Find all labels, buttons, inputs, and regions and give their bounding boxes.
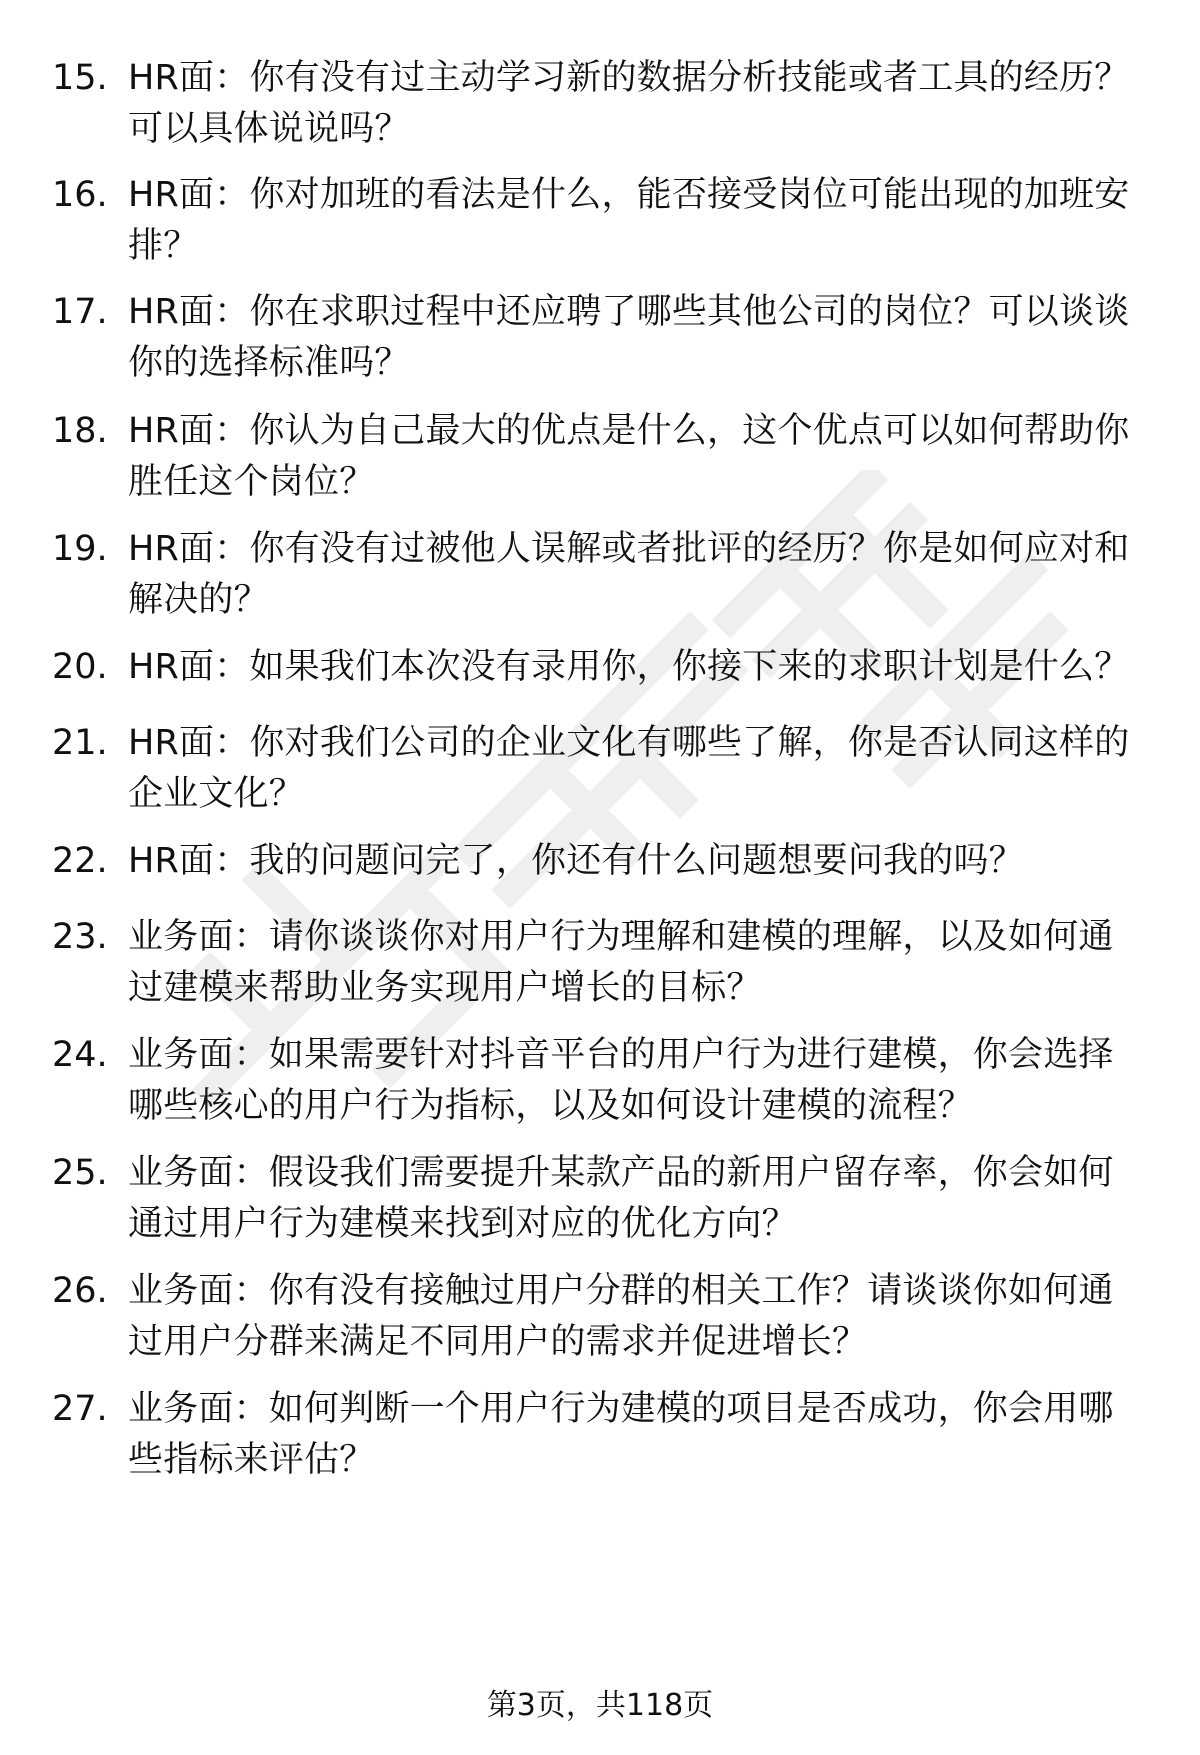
item-text	[128, 718, 1158, 820]
item-number: 20.	[52, 647, 108, 687]
item-text-line-2: 可以具体说说吗？	[128, 109, 410, 149]
item-text-line-1: 业务面：如何判断一个用户行为建模的项目是否成功，你会用哪	[128, 1389, 1114, 1429]
item-number: 24.	[52, 1035, 108, 1075]
item-number: 26.	[52, 1271, 108, 1311]
item-text	[128, 406, 1158, 508]
item-text-line-2: 些指标来评估？	[128, 1440, 375, 1480]
page-number: 第3页，共118页	[486, 1688, 714, 1723]
item-text-line-1: HR面：如果我们本次没有录用你，你接下来的求职计划是什么？	[128, 647, 1130, 687]
item-number: 19.	[52, 529, 108, 569]
item-number: 27.	[52, 1389, 108, 1429]
item-text	[128, 642, 1158, 693]
item-number: 23.	[52, 917, 108, 957]
item-number: 17.	[52, 292, 108, 332]
page-footer	[0, 1686, 1200, 1726]
item-text	[128, 524, 1158, 626]
item-text-line-1: HR面：你有没有过被他人误解或者批评的经历？你是如何应对和	[128, 529, 1130, 569]
item-number: 18.	[52, 411, 108, 451]
item-text	[128, 1266, 1158, 1368]
item-text-line-1: HR面：你对加班的看法是什么，能否接受岗位可能出现的加班安	[128, 175, 1130, 215]
item-text	[128, 1030, 1158, 1132]
item-text-line-1: HR面：你认为自己最大的优点是什么，这个优点可以如何帮助你	[128, 411, 1130, 451]
item-text-line-2: 过建模来帮助业务实现用户增长的目标？	[128, 968, 762, 1008]
item-text-line-2: 你的选择标准吗？	[128, 343, 410, 383]
item-text-line-2: 哪些核心的用户行为指标，以及如何设计建模的流程？	[128, 1086, 973, 1126]
item-text	[128, 912, 1158, 1014]
item-text-line-1: 业务面：假设我们需要提升某款产品的新用户留存率，你会如何	[128, 1153, 1114, 1193]
item-text-line-1: 业务面：如果需要针对抖音平台的用户行为进行建模，你会选择	[128, 1035, 1114, 1075]
item-text-line-1: HR面：我的问题问完了，你还有什么问题想要问我的吗？	[128, 841, 1024, 881]
item-number: 22.	[52, 841, 108, 881]
item-text-line-1: HR面：你有没有过主动学习新的数据分析技能或者工具的经历？	[128, 58, 1130, 98]
item-text	[128, 53, 1158, 155]
item-text-line-2: 解决的？	[128, 580, 269, 620]
item-text-line-2: 通过用户行为建模来找到对应的优化方向？	[128, 1204, 797, 1244]
item-text	[128, 1148, 1158, 1250]
item-text-line-1: 业务面：请你谈谈你对用户行为理解和建模的理解，以及如何通	[128, 917, 1114, 957]
item-number: 25.	[52, 1153, 108, 1193]
item-number: 21.	[52, 723, 108, 763]
item-text	[128, 170, 1158, 272]
item-number: 16.	[52, 175, 108, 215]
item-text-line-2: 企业文化？	[128, 774, 305, 814]
item-text	[128, 836, 1158, 887]
item-text	[128, 1384, 1158, 1486]
item-text	[128, 287, 1158, 389]
item-text-line-2: 胜任这个岗位？	[128, 462, 375, 502]
item-text-line-1: 业务面：你有没有接触过用户分群的相关工作？请谈谈你如何通	[128, 1271, 1114, 1311]
item-number: 15.	[52, 58, 108, 98]
item-text-line-2: 排？	[128, 226, 199, 266]
item-text-line-1: HR面：你对我们公司的企业文化有哪些了解，你是否认同这样的	[128, 723, 1130, 763]
item-text-line-2: 过用户分群来满足不同用户的需求并促进增长？	[128, 1322, 868, 1362]
item-text-line-1: HR面：你在求职过程中还应聘了哪些其他公司的岗位？可以谈谈	[128, 292, 1130, 332]
